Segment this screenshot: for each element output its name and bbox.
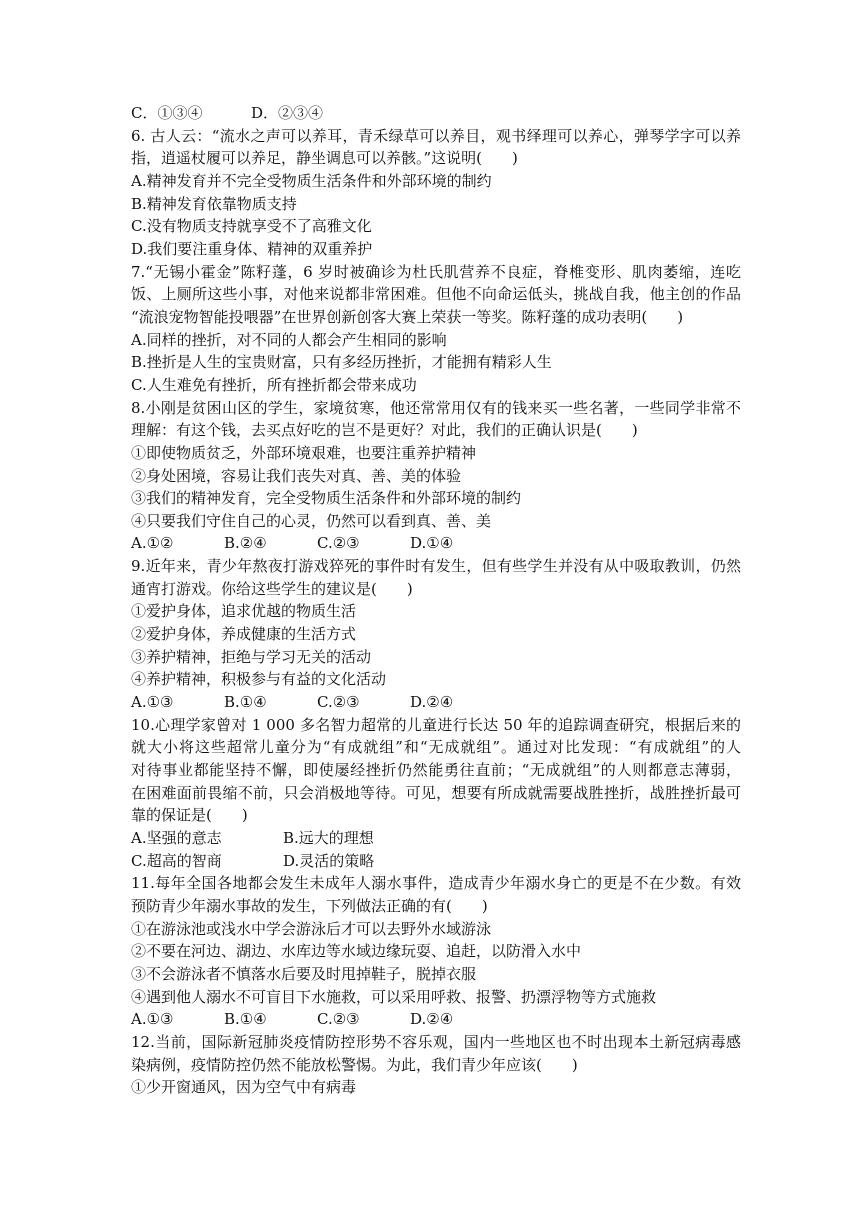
q8-option-d: D.①④: [410, 534, 454, 553]
q11-option-c: C.②③: [317, 1010, 360, 1029]
q11-option-a: A.①③: [131, 1010, 174, 1029]
q9-options: [131, 691, 741, 714]
q7-choice-c: C.人生难免有挫折，所有挫折都会带来成功: [131, 375, 417, 394]
q12-item-1: ①少开窗通风，因为空气中有病毒: [131, 1078, 357, 1097]
q10-option-d: D.灵活的策略: [283, 851, 375, 870]
q10-stem-line-3: 对待事业都能坚持不懈，即使屡经挫折仍然能勇往直前；“无成就组”的人则都意志薄弱，: [131, 761, 741, 780]
q8-item-4: ④只要我们守住自己的心灵，仍然可以看到真、善、美: [131, 511, 492, 530]
q12-stem-line-2: 染病例，疫情防控仍然不能放松警惕。为此，我们青少年应该( ): [131, 1055, 578, 1074]
q10-stem-line-2: 就大小将这些超常儿童分为“有成就组”和“无成就组”。通过对比发现：“有成就组”的人: [131, 738, 741, 757]
exam-page: [131, 102, 741, 1099]
q8-option-b: B.②④: [224, 534, 267, 553]
q7-stem-line-1: 7.“无锡小霍金”陈籽蓬，6 岁时被确诊为杜氏肌营养不良症，脊椎变形、肌肉萎缩，连吃: [131, 262, 741, 281]
q10-options-row-1: [131, 827, 741, 850]
q10-stem-line-4: 在困难面前畏缩不前，只会消极地等待。可见，想要有所成就需要战胜挫折，战胜挫折最可: [131, 783, 741, 802]
q9-item-2: ②爱护身体，养成健康的生活方式: [131, 625, 357, 644]
q11-stem-line-1: 11.每年全国各地都会发生未成年人溺水事件，造成青少年溺水身亡的更是不在少数。有效: [131, 874, 741, 893]
q8-item-3: ③我们的精神发育，完全受物质生活条件和外部环境的制约: [131, 489, 522, 508]
q9-option-a: A.①③: [131, 693, 174, 712]
q9-option-c: C.②③: [317, 693, 360, 712]
q7-choice-a: A.同样的挫折，对不同的人都会产生相同的影响: [131, 330, 447, 349]
q8-stem-line-2: 理解：有这个钱，去买点好吃的岂不是更好？对此，我们的正确认识是( ): [131, 421, 638, 440]
q11-stem-line-2: 预防青少年溺水事故的发生，下列做法正确的有( ): [131, 896, 488, 915]
q5-option-d: D．②③④: [251, 104, 324, 122]
q5-option-c: C．①③④: [131, 104, 203, 122]
q11-option-b: B.①④: [224, 1010, 267, 1029]
q9-stem-line-2: 通宵打游戏。你给这些学生的建议是( ): [131, 579, 413, 598]
q5-options: [131, 102, 741, 125]
q10-option-a: A.坚强的意志: [131, 829, 222, 847]
q8-stem-line-1: 8.小刚是贫困山区的学生，家境贫寒，他还常常用仅有的钱来买一些名著，一些同学非常不: [131, 398, 741, 417]
q11-item-2: ②不要在河边、湖边、水库边等水域边缘玩耍、追赶，以防滑入水中: [131, 942, 582, 961]
q7-stem-line-3: “流浪宠物智能投喂器”在世界创新创客大赛上荣获一等奖。陈籽蓬的成功表明( ): [131, 307, 684, 326]
q8-option-c: C.②③: [317, 534, 360, 553]
q8-item-1: ①即使物质贫乏，外部环境艰难，也要注重养护精神: [131, 443, 477, 462]
q6-stem-line-1: 6. 古人云：“流水之声可以养耳，青禾绿草可以养目，观书绎理可以养心，弹琴学字可以养: [131, 126, 741, 145]
q9-option-d: D.②④: [410, 693, 454, 712]
q6-choice-c: C.没有物质支持就享受不了高雅文化: [131, 217, 372, 236]
q11-option-d: D.②④: [410, 1010, 454, 1029]
q9-item-1: ①爱护身体，追求优越的物质生活: [131, 602, 357, 621]
q9-stem-line-1: 9.近年来，青少年熬夜打游戏猝死的事件时有发生，但有些学生并没有从中吸取教训，仍然: [131, 557, 741, 576]
q9-option-b: B.①④: [224, 693, 267, 712]
q7-stem-line-2: 饭、上厕所这些小事，对他来说都非常困难。但他不向命运低头，挑战自我，他主创的作品: [131, 285, 741, 304]
q8-option-a: A.①②: [131, 534, 174, 553]
q6-choice-d: D.我们要注重身体、精神的双重养护: [131, 239, 373, 258]
q11-item-1: ①在游泳池或浅水中学会游泳后才可以去野外水域游泳: [131, 919, 492, 938]
q12-stem-line-1: 12.当前，国际新冠肺炎疫情防控形势不容乐观，国内一些地区也不时出现本土新冠病毒感: [131, 1032, 741, 1051]
q8-item-2: ②身处困境，容易让我们丧失对真、善、美的体验: [131, 466, 462, 485]
q8-options: [131, 532, 741, 555]
q10-options-row-2: [131, 850, 741, 873]
q6-stem-line-2: 指，逍遥杖履可以养足，静坐调息可以养骸。”这说明( ): [131, 149, 518, 168]
q11-options: [131, 1008, 741, 1031]
q10-option-b: B.远大的理想: [283, 829, 374, 847]
q10-stem-line-1: 10.心理学家曾对 1 000 多名智力超常的儿童进行长达 50 年的追踪调查研究，根据后来的: [131, 715, 741, 734]
q11-item-4: ④遇到他人溺水不可盲目下水施救，可以采用呼救、报警、扔漂浮物等方式施救: [131, 987, 657, 1006]
q9-item-3: ③养护精神，拒绝与学习无关的活动: [131, 647, 372, 666]
q10-stem-line-5: 靠的保证是( ): [131, 806, 248, 825]
q6-choice-a: A.精神发育并不完全受物质生活条件和外部环境的制约: [131, 171, 492, 190]
q9-item-4: ④养护精神，积极参与有益的文化活动: [131, 670, 387, 689]
q11-item-3: ③不会游泳者不慎落水后要及时甩掉鞋子，脱掉衣服: [131, 964, 477, 983]
q7-choice-b: B.挫折是人生的宝贵财富，只有多经历挫折，才能拥有精彩人生: [131, 353, 552, 372]
q6-choice-b: B.精神发育依靠物质支持: [131, 194, 297, 213]
q10-option-c: C.超高的智商: [131, 851, 222, 870]
